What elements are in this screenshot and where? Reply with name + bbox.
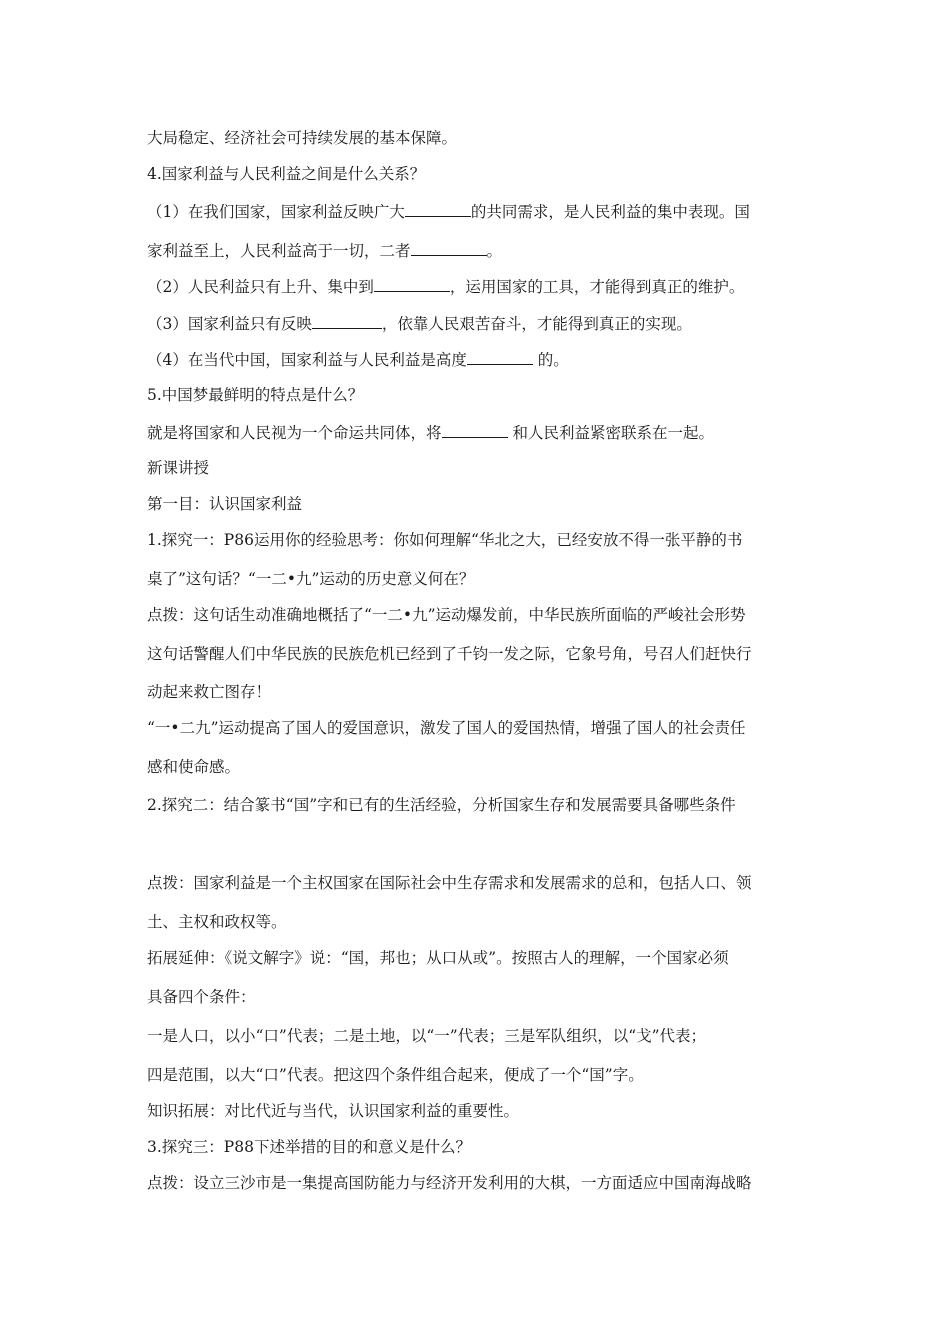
text-line: 点拨：国家利益是一个主权国家在国际社会中生存需求和发展需求的总和，包括人口、领 bbox=[147, 874, 752, 892]
text-segment: 的。 bbox=[532, 351, 569, 369]
text-line: 点拨：这句话生动准确地概括了“一二•九”运动爆发前，中华民族所面临的严峻社会形势 bbox=[147, 606, 746, 624]
text-segment: （3）国家利益只有反映 bbox=[147, 315, 312, 333]
text-line: 3.探究三：P88下述举措的目的和意义是什么？ bbox=[147, 1138, 471, 1156]
text-segment: ，运用国家的工具，才能得到真正的维护。 bbox=[449, 278, 745, 296]
text-line bbox=[147, 240, 817, 261]
text-line bbox=[147, 422, 817, 443]
question-4-heading: 4.国家利益与人民利益之间是什么关系？ bbox=[147, 165, 426, 183]
text-segment: （1）在我们国家，国家利益反映广大 bbox=[147, 203, 405, 221]
fill-blank[interactable] bbox=[405, 201, 471, 217]
text-line: 大局稳定、经济社会可持续发展的基本保障。 bbox=[147, 129, 458, 147]
fill-blank[interactable] bbox=[374, 276, 450, 292]
text-line bbox=[147, 276, 817, 297]
section-heading: 新课讲授 bbox=[147, 459, 210, 477]
text-line: 动起来救亡图存！ bbox=[147, 683, 272, 701]
text-segment: （4）在当代中国，国家利益与人民利益是高度 bbox=[147, 351, 467, 369]
text-line: 知识拓展：对比代近与当代，认识国家利益的重要性。 bbox=[147, 1102, 520, 1120]
text-line: 土、主权和政权等。 bbox=[147, 913, 287, 931]
text-segment: 的共同需求，是人民利益的集中表现。国 bbox=[470, 203, 750, 221]
text-line: 桌了”这句话？“一二•九”运动的历史意义何在？ bbox=[147, 570, 475, 588]
text-line bbox=[147, 313, 817, 334]
question-5-heading: 5.中国梦最鲜明的特点是什么？ bbox=[147, 386, 364, 404]
fill-blank[interactable] bbox=[312, 313, 382, 329]
text-segment: 家利益至上，人民利益高于一切，二者 bbox=[147, 242, 411, 260]
text-line: 具备四个条件： bbox=[147, 988, 256, 1006]
text-line bbox=[147, 201, 817, 222]
text-line: 感和使命感。 bbox=[147, 758, 241, 776]
text-segment: 。 bbox=[486, 242, 503, 260]
text-segment: （2）人民利益只有上升、集中到 bbox=[147, 278, 374, 296]
text-segment: 和人民利益紧密联系在一起。 bbox=[507, 424, 714, 442]
text-line: 一是人口，以小“口”代表；二是土地，以“一”代表；三是军队组织，以“戈”代表； bbox=[147, 1027, 707, 1045]
text-line: 四是范围，以大“口”代表。把这四个条件组合起来，便成了一个“国”字。 bbox=[147, 1066, 644, 1084]
text-line: 点拨：设立三沙市是一集提高国防能力与经济开发利用的大棋，一方面适应中国南海战略 bbox=[147, 1174, 752, 1192]
fill-blank[interactable] bbox=[442, 422, 508, 438]
text-segment: ，依靠人民艰苦奋斗，才能得到真正的实现。 bbox=[381, 315, 692, 333]
fill-blank[interactable] bbox=[467, 349, 533, 365]
text-line: 拓展延伸：《说文解字》说：“国，邦也；从口从或”。按照古人的理解，一个国家必须 bbox=[147, 949, 729, 967]
text-line: 1.探究一：P86运用你的经验思考：你如何理解“华北之大，已经安放不得一张平静的书 bbox=[147, 531, 743, 549]
text-line: “一•二九”运动提高了国人的爱国意识，激发了国人的爱国热情，增强了国人的社会责任 bbox=[147, 719, 746, 737]
text-segment: 就是将国家和人民视为一个命运共同体，将 bbox=[147, 424, 442, 442]
fill-blank[interactable] bbox=[411, 240, 487, 256]
text-line: 2.探究二：结合篆书“国”字和已有的生活经验，分析国家生存和发展需要具备哪些条件 bbox=[147, 796, 736, 814]
subsection-heading: 第一目：认识国家利益 bbox=[147, 495, 303, 513]
text-line bbox=[147, 349, 817, 370]
text-line: 这句话警醒人们中华民族的民族危机已经到了千钧一发之际，它象号角，号召人们赶快行 bbox=[147, 645, 752, 663]
